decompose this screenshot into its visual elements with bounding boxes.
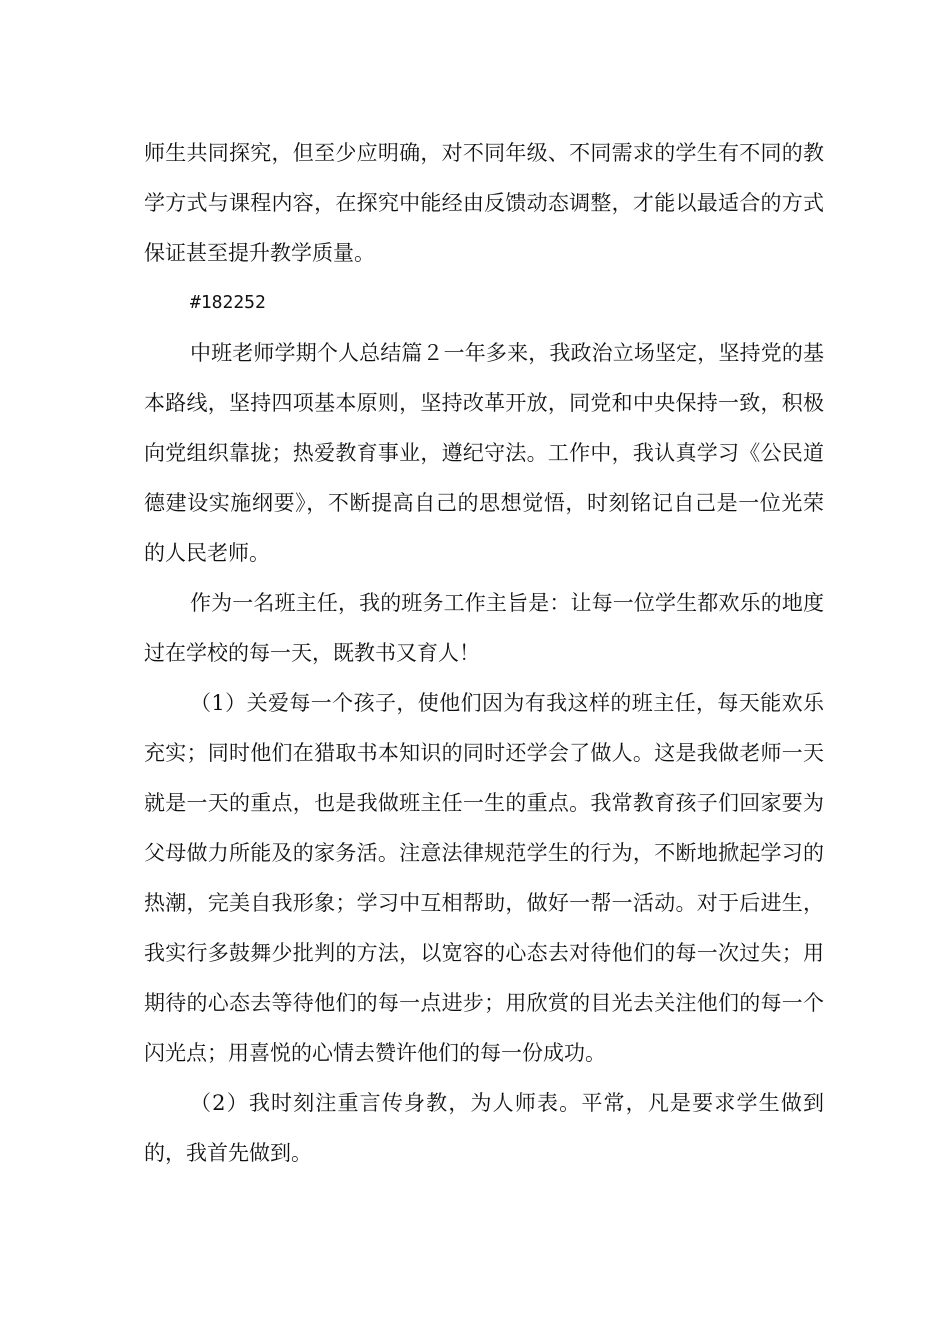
document-body bbox=[144, 128, 824, 1178]
paragraph-summary-intro: 中班老师学期个人总结篇２一年多来，我政治立场坚定，坚持党的基本路线，坚持四项基本原则，坚持改革开放，同党和中央保持一致，积极向党组织靠拢；热爱教育事业，遵纪守法。工作中，我认真学习《公民道德建设实施纲要》，不断提高自己的思想觉悟，时刻铭记自己是一位光荣的人民老师。 bbox=[144, 341, 824, 565]
paragraph-continuation: 师生共同探究，但至少应明确，对不同年级、不同需求的学生有不同的教学方式与课程内容，在探究中能经由反馈动态调整，才能以最适合的方式保证甚至提升教学质量。 bbox=[144, 141, 824, 265]
document-id: #182252 bbox=[190, 292, 266, 313]
paragraph-point-2: （2）我时刻注重言传身教，为人师表。平常，凡是要求学生做到的，我首先做到。 bbox=[144, 1091, 824, 1165]
paragraph-point-1: （1）关爱每一个孩子，使他们因为有我这样的班主任，每天能欢乐充实；同时他们在猎取书本知识的同时还学会了做人。这是我做老师一天就是一天的重点，也是我做班主任一生的重点。我常教育孩子们回家要为父母做力所能及的家务活。注意法律规范学生的行为，不断地掀起学习的热潮，完美自我形象；学习中互相帮助，做好一帮一活动。对于后进生，我实行多鼓舞少批判的方法，以宽容的心态去对待他们的每一次过失；用期待的心态去等待他们的每一点进步；用欣赏的目光去关注他们的每一个闪光点；用喜悦的心情去赞许他们的每一份成功。 bbox=[144, 691, 824, 1065]
paragraph-class-goal: 作为一名班主任，我的班务工作主旨是：让每一位学生都欢乐的地度过在学校的每一天，既教书又育人！ bbox=[144, 591, 824, 665]
